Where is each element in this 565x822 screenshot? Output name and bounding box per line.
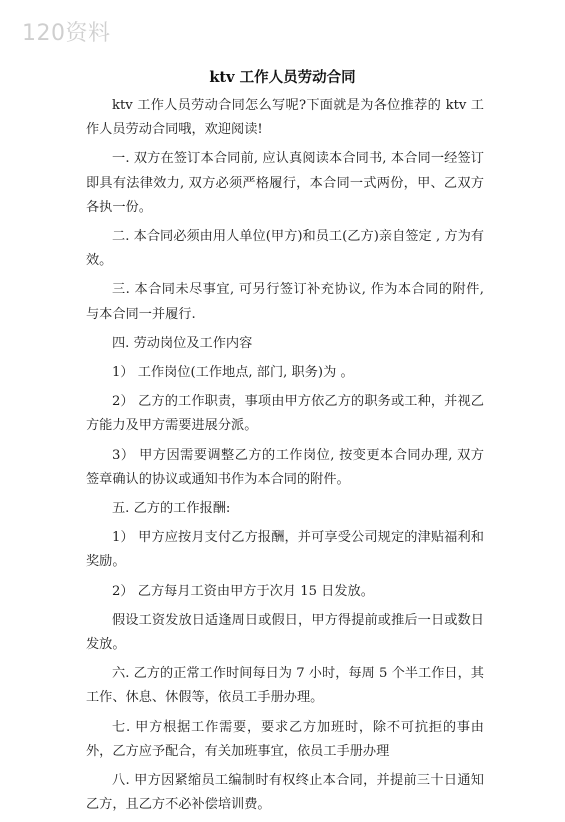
- paragraph-clause-8: 八. 甲方因紧缩员工编制时有权终止本合同，并提前三十日通知乙方，且乙方不必补偿培训费。: [86, 773, 484, 813]
- watermark-logo: 120资料: [22, 21, 111, 46]
- paragraph-clause-1: 一. 双方在签订本合同前, 应认真阅读本合同书, 本合同一经签订即具有法律效力, 双方必须严格履行，本合同一式两份，甲、乙双方各执一份。: [86, 151, 484, 215]
- document-title: ktv 工作人员劳动合同: [209, 69, 356, 86]
- paragraph-pay-item-1: 1） 甲方应按月支付乙方报酬，并可享受公司规定的津贴福利和奖励。: [86, 530, 484, 570]
- paragraph-pay-item-2: 2） 乙方每月工资由甲方于次月 15 日发放。: [112, 583, 374, 599]
- paragraph-item-2: 2） 乙方的工作职责，事项由甲方依乙方的职务或工种，并视乙方能力及甲方需要进展分派。: [86, 394, 484, 434]
- paragraph-item-3: 3） 甲方因需要调整乙方的工作岗位, 按变更本合同办理, 双方签章确认的协议或通知书作为本合同的附件。: [86, 447, 484, 487]
- paragraph-pay-holiday: 假设工资发放日适逢周日或假日，甲方得提前或推后一日或数日发放。: [86, 612, 484, 653]
- section-heading-job-position: 四. 劳动岗位及工作内容: [112, 335, 253, 351]
- section-heading-remuneration: 五. 乙方的工作报酬:: [112, 501, 231, 517]
- paragraph-item-1: 1） 工作岗位(工作地点, 部门, 职务)为 。: [112, 365, 354, 381]
- paragraph-intro: ktv 工作人员劳动合同怎么写呢?下面就是为各位推荐的 ktv 工作人员劳动合同哦，欢迎阅读!: [86, 98, 484, 138]
- paragraph-clause-2: 二. 本合同必须由用人单位(甲方)和员工(乙方)亲自签定 , 方为有效。: [86, 229, 484, 269]
- paragraph-clause-7: 七. 甲方根据工作需要，要求乙方加班时，除不可抗拒的事由外，乙方应予配合，有关加班事宜，依员工手册办理: [86, 719, 484, 759]
- paragraph-clause-3: 三. 本合同未尽事宜, 可另行签订补充协议, 作为本合同的附件, 与本合同一并履行.: [86, 282, 484, 322]
- paragraph-clause-6: 六. 乙方的正常工作时间每日为 7 小时，每周 5 个半工作日，其工作、休息、休假等，依员工手册办理。: [86, 666, 484, 706]
- document-body: [86, 94, 484, 822]
